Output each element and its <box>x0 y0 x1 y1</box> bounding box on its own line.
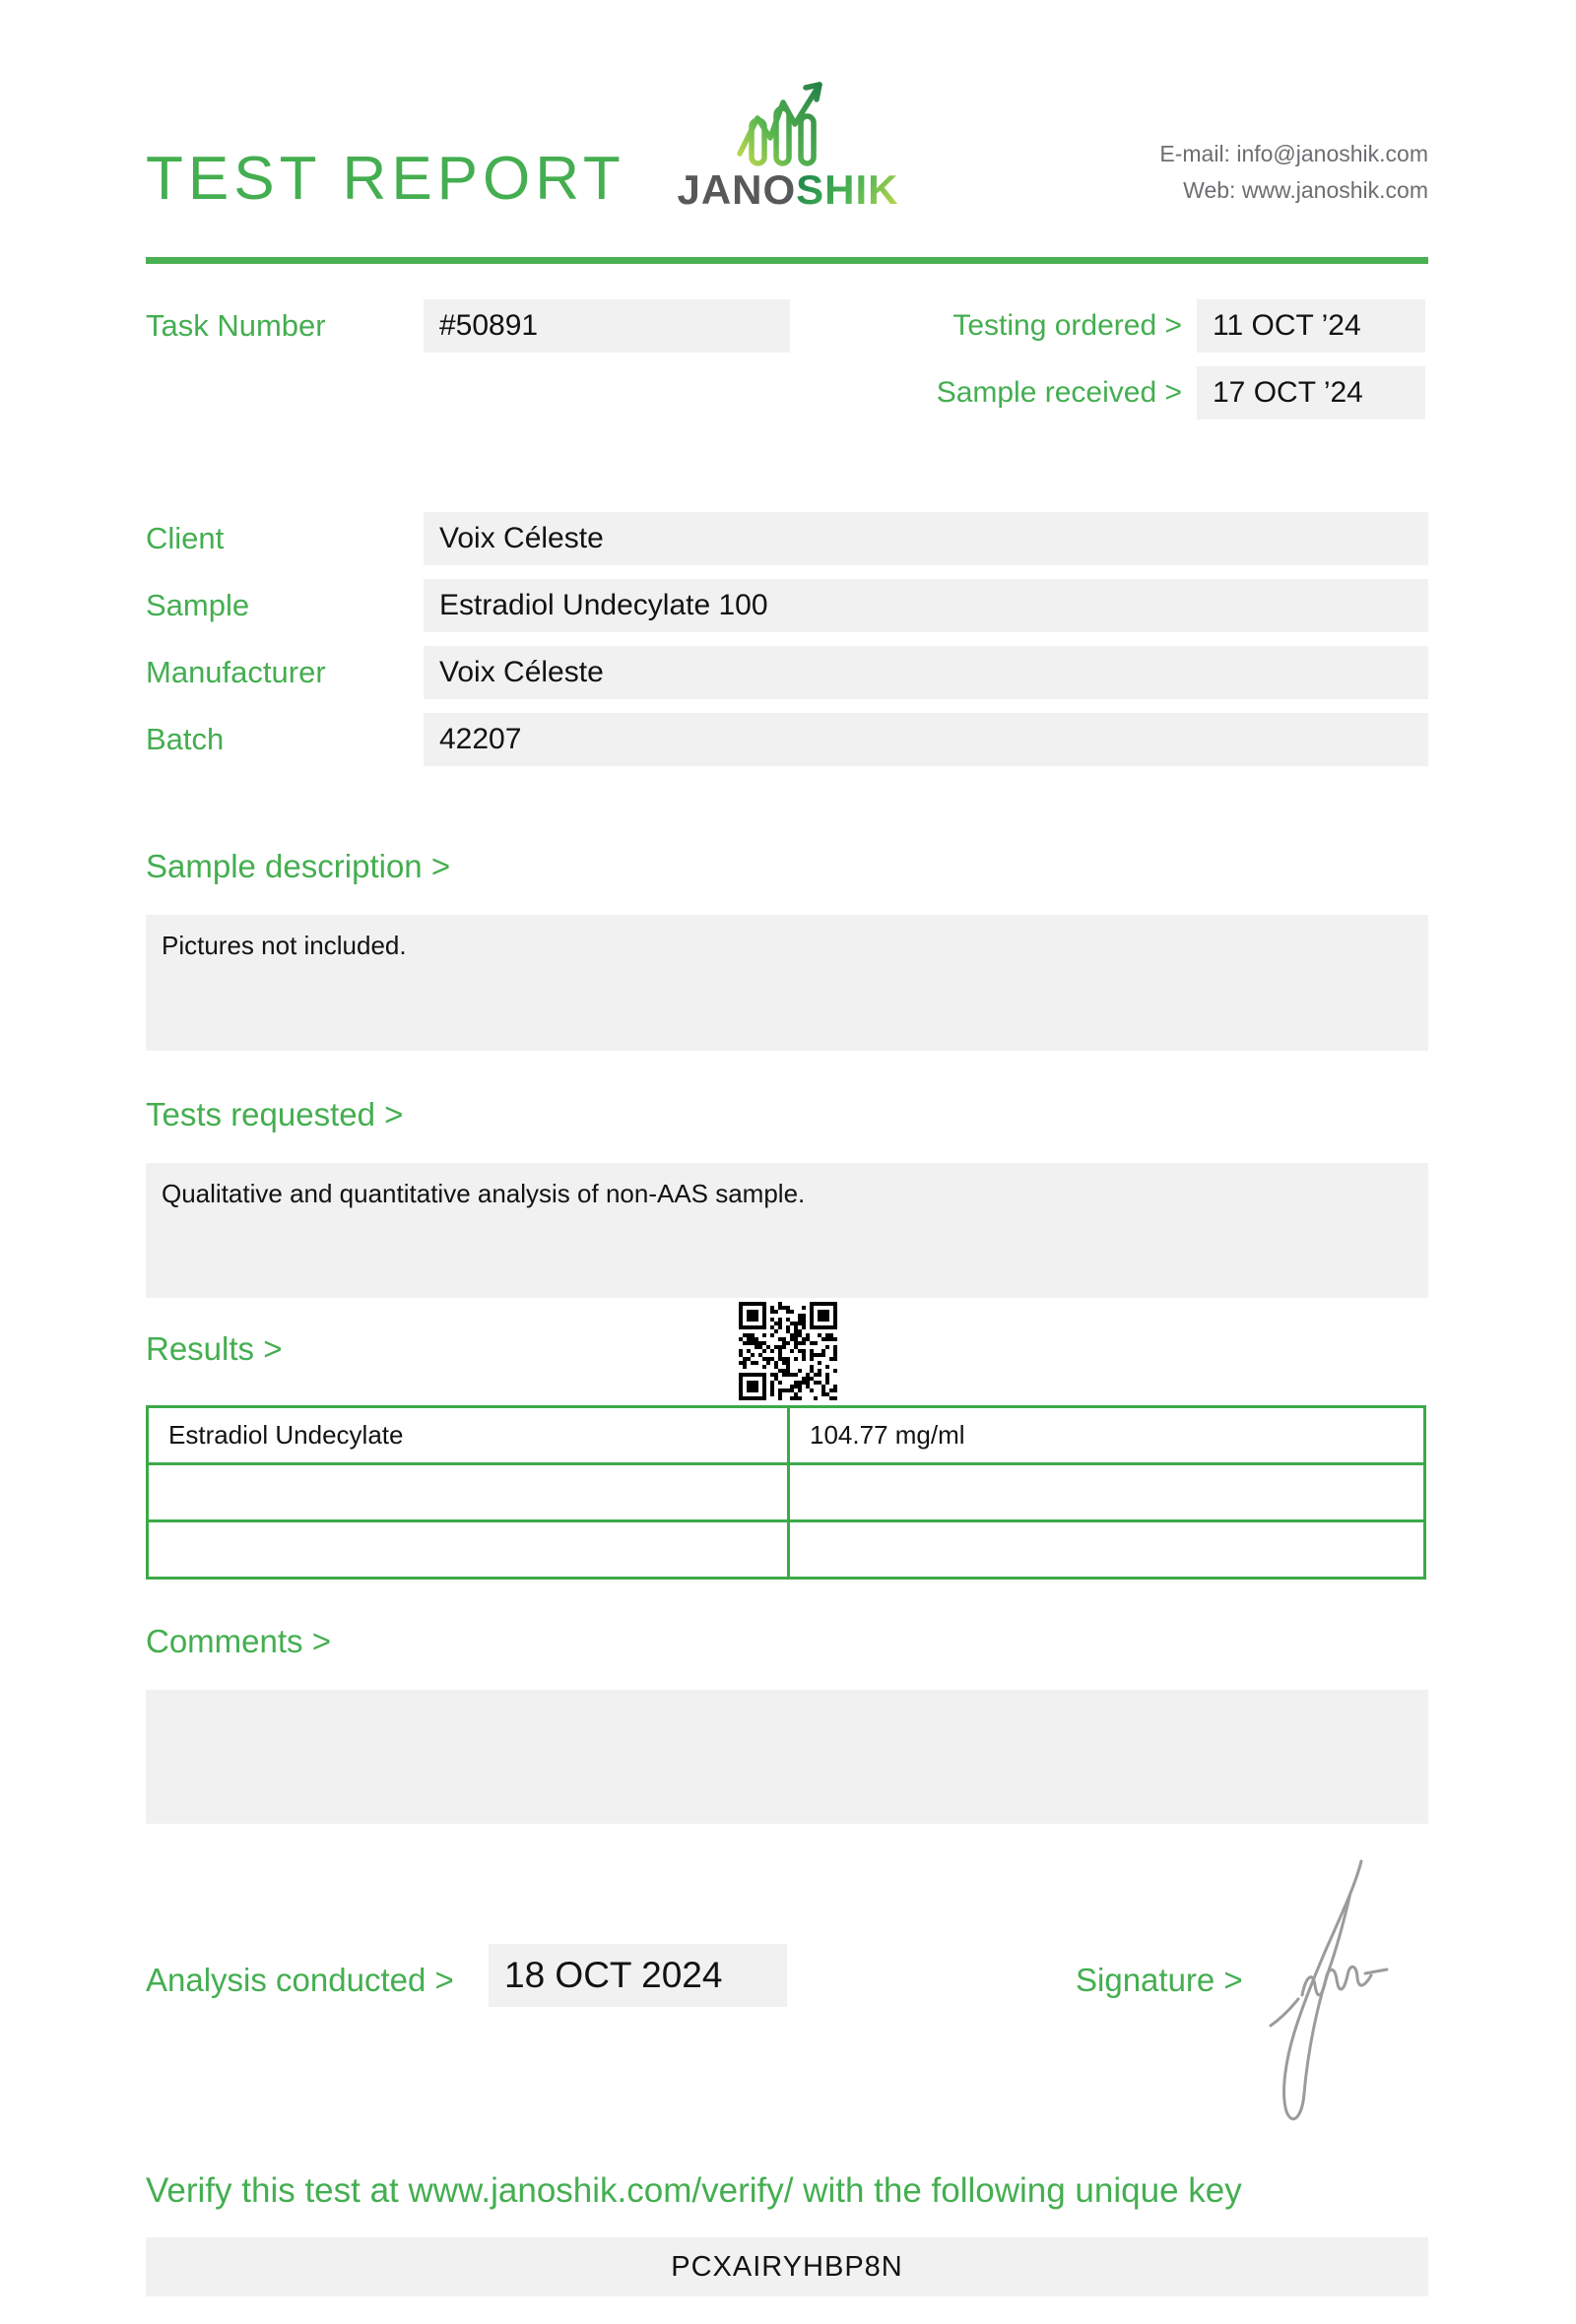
verify-instruction: Verify this test at www.janoshik.com/verify/ with the following unique key <box>146 2171 1242 2210</box>
sample-description-text: Pictures not included. <box>162 931 407 960</box>
sample-label: Sample <box>146 588 250 622</box>
testing-ordered-label: Testing ordered > <box>952 309 1182 342</box>
comments-heading: Comments > <box>146 1623 331 1659</box>
logo-word-shik: SHIK <box>796 166 899 213</box>
janoshik-logo-wordmark <box>630 165 946 215</box>
results-row-2 <box>149 1465 1423 1522</box>
signature-image <box>1267 1853 1393 2137</box>
sample-received-date-box <box>1197 366 1425 420</box>
batch-value-box <box>424 713 1428 766</box>
sample-value: Estradiol Undecylate 100 <box>439 589 768 621</box>
batch-label: Batch <box>146 722 225 756</box>
tests-requested-box <box>146 1163 1428 1298</box>
task-number-value: #50891 <box>439 309 539 342</box>
result-value: 104.77 mg/ml <box>810 1420 965 1450</box>
growth-chart-icon <box>733 75 847 167</box>
client-value-box <box>424 512 1428 565</box>
manufacturer-label: Manufacturer <box>146 655 326 689</box>
signature-label: Signature > <box>1076 1962 1243 1998</box>
contact-email: E-mail: info@janoshik.com <box>1159 141 1428 166</box>
tests-requested-text: Qualitative and quantitative analysis of non-AAS sample. <box>162 1179 806 1208</box>
results-row-3 <box>149 1522 1423 1577</box>
verification-key: PCXAIRYHBP8N <box>671 2251 903 2283</box>
verification-key-box <box>146 2237 1428 2296</box>
result-analyte-empty <box>149 1522 790 1577</box>
results-heading: Results > <box>146 1330 283 1367</box>
comments-box <box>146 1690 1428 1824</box>
results-row-1 <box>149 1408 1423 1465</box>
task-number-value-box <box>424 299 790 353</box>
analysis-date-box <box>489 1944 787 2007</box>
testing-ordered-date-box <box>1197 299 1425 353</box>
client-label: Client <box>146 521 225 555</box>
contact-block <box>936 136 1428 209</box>
sample-received-label: Sample received > <box>936 376 1182 409</box>
results-table <box>146 1405 1426 1580</box>
result-analyte: Estradiol Undecylate <box>149 1408 790 1462</box>
result-value-empty <box>790 1465 1423 1519</box>
logo-word-jano: JANO <box>677 166 797 213</box>
manufacturer-value-box <box>424 646 1428 699</box>
page-title: TEST REPORT <box>146 145 625 213</box>
manufacturer-value: Voix Céleste <box>439 656 604 688</box>
header-divider <box>146 257 1428 264</box>
sample-received-date: 17 OCT ’24 <box>1213 376 1363 409</box>
analysis-conducted-label: Analysis conducted > <box>146 1962 454 1998</box>
sample-value-box <box>424 579 1428 632</box>
tests-requested-heading: Tests requested > <box>146 1096 404 1132</box>
qr-code <box>739 1302 837 1400</box>
result-analyte-empty <box>149 1465 790 1519</box>
task-number-label: Task Number <box>146 308 326 343</box>
analysis-date: 18 OCT 2024 <box>504 1955 723 1995</box>
sample-description-box <box>146 915 1428 1051</box>
batch-value: 42207 <box>439 723 522 755</box>
result-value-empty <box>790 1522 1423 1577</box>
client-value: Voix Céleste <box>439 522 604 554</box>
contact-web: Web: www.janoshik.com <box>1183 177 1428 203</box>
sample-description-heading: Sample description > <box>146 848 451 884</box>
testing-ordered-date: 11 OCT ’24 <box>1213 309 1361 342</box>
